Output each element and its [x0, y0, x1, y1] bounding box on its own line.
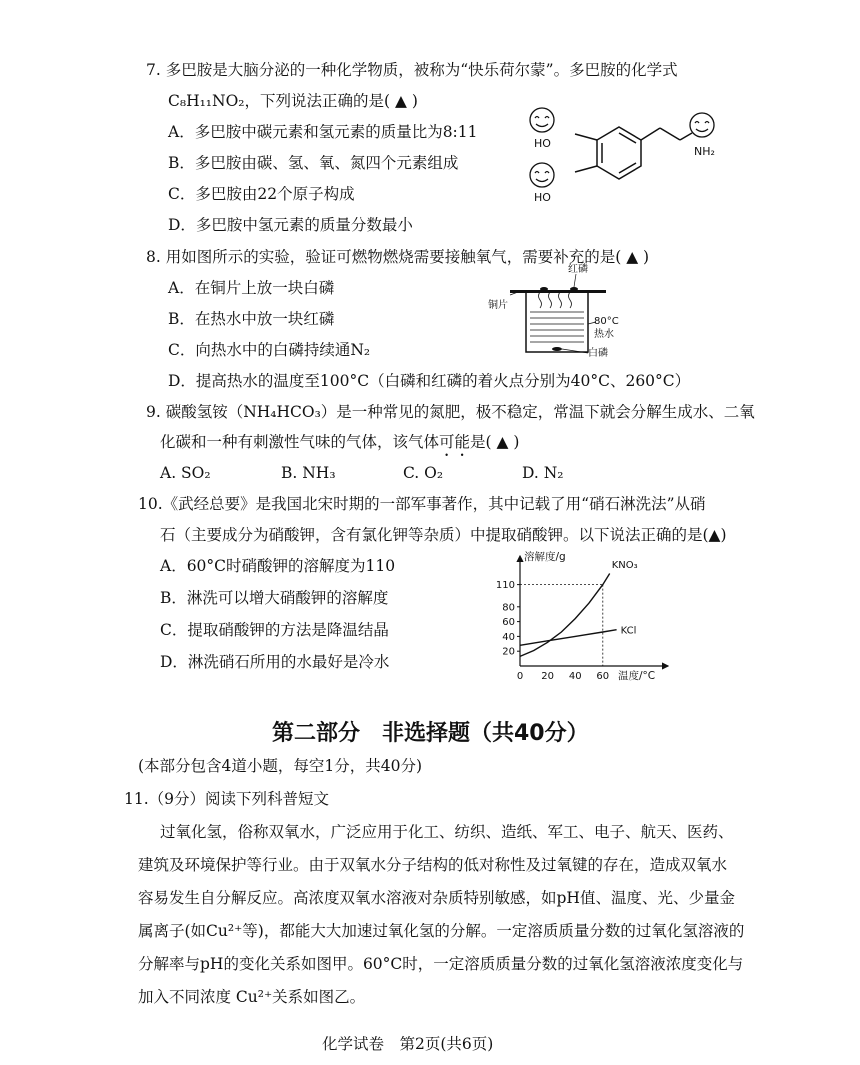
- white-phosphorus-in-water: [552, 347, 562, 351]
- q9-option-a: A. SO₂: [160, 464, 211, 482]
- q11-paragraph-line: 容易发生自分解反应。高浓度双氧水溶液对杂质特别敏感，如pH值、温度、光、少量金: [138, 889, 735, 907]
- ho-label-top: HO: [534, 137, 551, 150]
- q7-option-a: A．多巴胺中碳元素和氢元素的质量比为8:11: [168, 123, 478, 141]
- x-tick-label: 40: [568, 671, 582, 682]
- temperature-label: 80°C: [594, 316, 619, 327]
- beaker: [526, 293, 588, 352]
- solubility-chart: [490, 548, 680, 688]
- q9-option-c: C. O₂: [403, 464, 444, 482]
- q7-option-c: C．多巴胺由22个原子构成: [168, 185, 355, 203]
- q10-stem-line2: 石（主要成分为硝酸钾，含有氯化钾等杂质）中提取硝酸钾。以下说法正确的是(▲): [160, 526, 727, 544]
- kcl-line-label: KCl: [620, 625, 637, 637]
- y-tick-label: 40: [502, 631, 515, 643]
- q9-option-b: B. NH₃: [281, 464, 336, 482]
- white-phosphorus-label: 白磷: [588, 348, 608, 359]
- part2-note: (本部分包含4道小题，每空1分，共40分): [138, 757, 423, 775]
- q11-paragraph-line: 建筑及环境保护等行业。由于双氧水分子结构的低对称性及过氧键的存在，造成双氧水: [138, 856, 728, 874]
- ho-label-bottom: HO: [534, 191, 551, 204]
- q11-paragraph-line: 过氧化氢，俗称双氧水，广泛应用于化工、纺织、造纸、军工、电子、航天、医药、: [160, 823, 734, 841]
- q11-paragraph-line: 分解率与pH的变化关系如图甲。60°C时，一定溶质质量分数的过氧化氢溶液浓度变化与: [138, 955, 744, 973]
- y-tick-label: 80: [502, 602, 515, 614]
- q9-stem-line2: 化碳和一种有刺激性气味的气体，该气体可能是( ▲ ): [160, 433, 520, 451]
- q10-stem-line1: 10.《武经总要》是我国北宋时期的一部军事著作，其中记载了用“硝石淋洗法”从硝: [138, 495, 706, 513]
- copper-sheet-label: 铜片: [488, 300, 508, 311]
- white-phosphorus-on-copper: [540, 287, 548, 291]
- part2-heading: 第二部分 非选择题（共40分）: [272, 721, 589, 746]
- copper-sheet: [510, 290, 606, 293]
- x-tick-label: 0: [516, 671, 524, 682]
- q10-option-b: B．淋洗可以增大硝酸钾的溶解度: [160, 589, 389, 607]
- y-axis-label: 溶解度/g: [524, 551, 566, 563]
- q10-option-c: C．提取硝酸钾的方法是降温结晶: [160, 621, 389, 639]
- combustion-experiment-figure: [488, 262, 638, 362]
- q7-option-b: B．多巴胺由碳、氢、氧、氮四个元素组成: [168, 154, 459, 172]
- q8-option-a: A．在铜片上放一块白磷: [168, 279, 335, 297]
- q8-option-b: B．在热水中放一块红磷: [168, 310, 335, 328]
- q9-option-d: D. N₂: [522, 464, 564, 482]
- q8-option-c: C．向热水中的白磷持续通N₂: [168, 341, 371, 359]
- q9-stem-line1: 9. 碳酸氢铵（NH₄HCO₃）是一种常见的氮肥，极不稳定，常温下就会分解生成水、二氧: [146, 403, 755, 421]
- q8-stem: 8. 用如图所示的实验，验证可燃物燃烧需要接触氧气，需要补充的是( ▲ ): [146, 248, 650, 266]
- y-tick-label: 60: [502, 617, 515, 629]
- kno3-curve: [520, 574, 610, 657]
- kcl-line: [520, 630, 617, 646]
- q11-title: 11.（9分）阅读下列科普短文: [124, 790, 330, 808]
- y-tick-label: 110: [495, 580, 515, 592]
- q7-stem-line2: C₈H₁₁NO₂，下列说法正确的是( ▲ ): [168, 92, 418, 110]
- red-phosphorus-label: 红磷: [568, 264, 588, 275]
- x-axis-label: 温度/°C: [618, 670, 656, 682]
- q10-option-a: A．60°C时硝酸钾的溶解度为110: [160, 557, 396, 575]
- hot-water-label: 热水: [594, 329, 614, 340]
- smiley-face-icon: [530, 108, 554, 132]
- red-phosphorus: [570, 287, 578, 291]
- dopamine-structure-figure: [520, 100, 720, 210]
- q11-paragraph-line: 属离子(如Cu²⁺等)，都能大大加速过氧化氢的分解。一定溶质质量分数的过氧化氢溶液的: [138, 922, 745, 940]
- page-footer: 化学试卷 第2页(共6页): [322, 1035, 494, 1053]
- y-tick-label: 20: [502, 646, 515, 658]
- nh2-label: NH₂: [694, 145, 715, 158]
- q7-stem-line1: 7. 多巴胺是大脑分泌的一种化学物质，被称为“快乐荷尔蒙”。多巴胺的化学式: [146, 61, 678, 79]
- q7-option-d: D．多巴胺中氢元素的质量分数最小: [168, 216, 413, 234]
- x-tick-label: 20: [541, 671, 554, 682]
- q10-option-d: D．淋洗硝石所用的水最好是冷水: [160, 653, 390, 671]
- q11-paragraph-line: 加入不同浓度 Cu²⁺关系如图乙。: [138, 988, 366, 1006]
- smiley-face-icon: [530, 163, 554, 187]
- smiley-face-icon: [690, 113, 714, 137]
- x-tick-label: 60: [596, 671, 610, 682]
- emphasis-text: 可能: [439, 433, 471, 451]
- q8-option-d: D．提高热水的温度至100°C（白磷和红磷的着火点分别为40°C、260°C）: [168, 372, 691, 390]
- kno3-curve-label: KNO₃: [611, 560, 638, 571]
